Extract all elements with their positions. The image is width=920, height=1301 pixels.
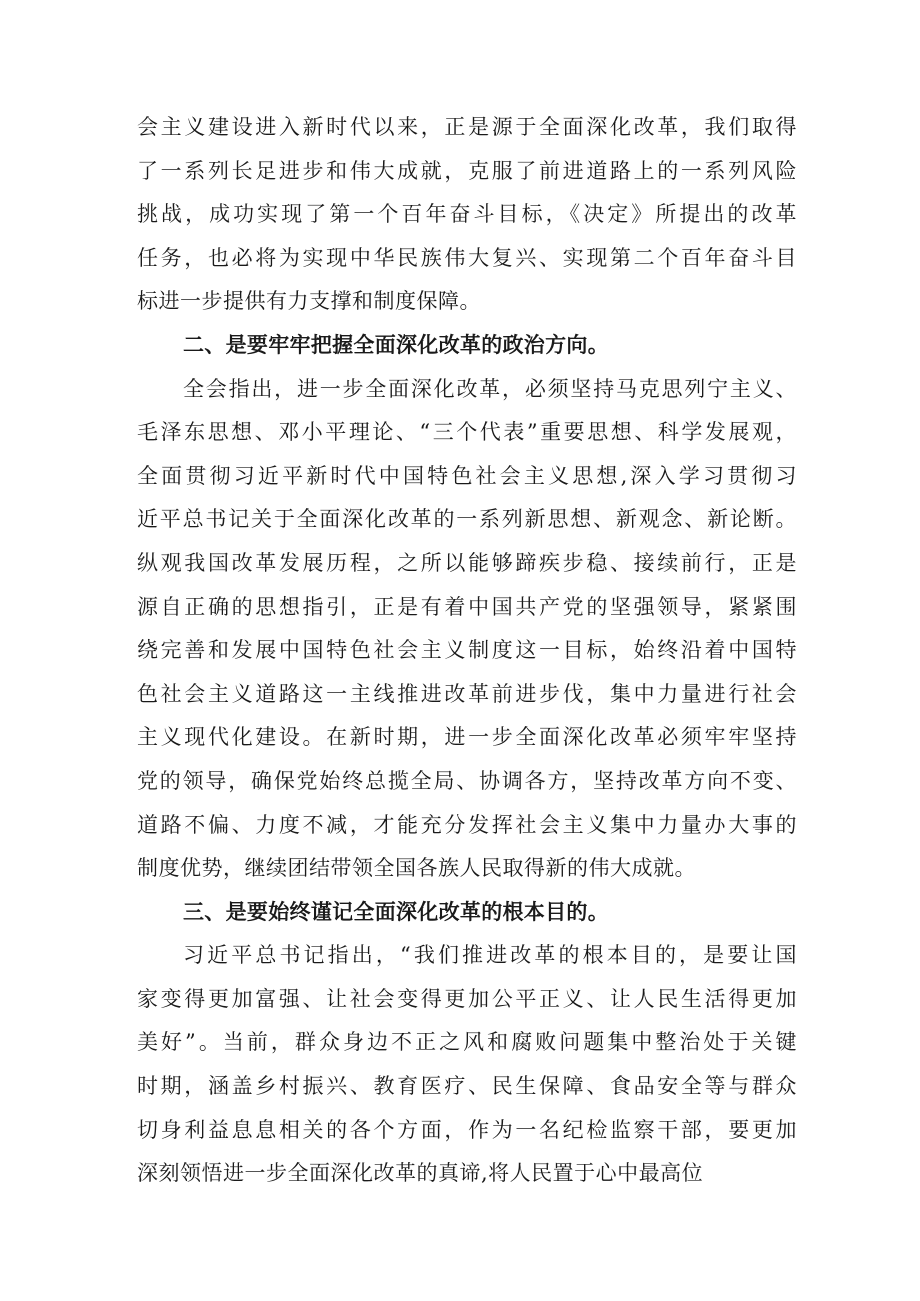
text-line: 毛泽东思想、邓小平理论、“三个代表”重要思想、科学发展观， xyxy=(137,420,797,445)
text-line: 绕完善和发展中国特色社会主义制度这一目标，始终沿着中国特 xyxy=(137,638,797,663)
document-body xyxy=(137,106,797,1196)
text-line: 家变得更加富强、让社会变得更加公平正义、让人民生活得更加 xyxy=(137,986,797,1011)
text-line: 道路不偏、力度不减，才能充分发挥社会主义集中力量办大事的 xyxy=(137,812,797,837)
text-line: 任务，也必将为实现中华民族伟大复兴、实现第二个百年奋斗目 xyxy=(137,245,797,270)
text-line: 挑战，成功实现了第一个百年奋斗目标，《决定》所提出的改革 xyxy=(137,202,797,227)
text-line: 主义现代化建设。在新时期，进一步全面深化改革必须牢牢坚持 xyxy=(137,725,797,750)
text-line: 切身利益息息相关的各个方面，作为一名纪检监察干部，要更加 xyxy=(137,1117,797,1142)
text-line: 标进一步提供有力支撑和制度保障。 xyxy=(137,289,481,314)
text-line: 全面贯彻习近平新时代中国特色社会主义思想,深入学习贯彻习 xyxy=(137,463,797,488)
text-line: 党的领导，确保党始终总揽全局、协调各方，坚持改革方向不变、 xyxy=(137,768,797,793)
text-line: 源自正确的思想指引，正是有着中国共产党的坚强领导，紧紧围 xyxy=(137,594,797,619)
text-line: 纵观我国改革发展历程，之所以能够蹄疾步稳、接续前行，正是 xyxy=(137,550,797,575)
text-line: 色社会主义道路这一主线推进改革前进步伐，集中力量进行社会 xyxy=(137,681,797,706)
section-heading: 三、是要始终谨记全面深化改革的根本目的。 xyxy=(183,899,609,924)
text-line: 深刻领悟进一步全面深化改革的真谛,将人民置于心中最高位 xyxy=(137,1161,704,1186)
text-line: 制度优势，继续团结带领全国各族人民取得新的伟大成就。 xyxy=(137,856,696,881)
text-line: 会主义建设进入新时代以来，正是源于全面深化改革，我们取得 xyxy=(137,115,797,139)
section-heading: 二、是要牢牢把握全面深化改革的政治方向。 xyxy=(183,332,609,357)
text-line: 时期，涵盖乡村振兴、教育医疗、民生保障、食品安全等与群众 xyxy=(137,1074,797,1099)
text-line: 了一系列长足进步和伟大成就，克服了前进道路上的一系列风险 xyxy=(137,158,797,183)
text-line: 美好”。当前，群众身边不正之风和腐败问题集中整治处于关键 xyxy=(137,1030,797,1055)
text-line: 全会指出，进一步全面深化改革，必须坚持马克思列宁主义、 xyxy=(183,376,797,401)
text-line: 近平总书记关于全面深化改革的一系列新思想、新观念、新论断。 xyxy=(137,507,797,532)
text-line: 习近平总书记指出，“我们推进改革的根本目的，是要让国 xyxy=(183,943,797,968)
